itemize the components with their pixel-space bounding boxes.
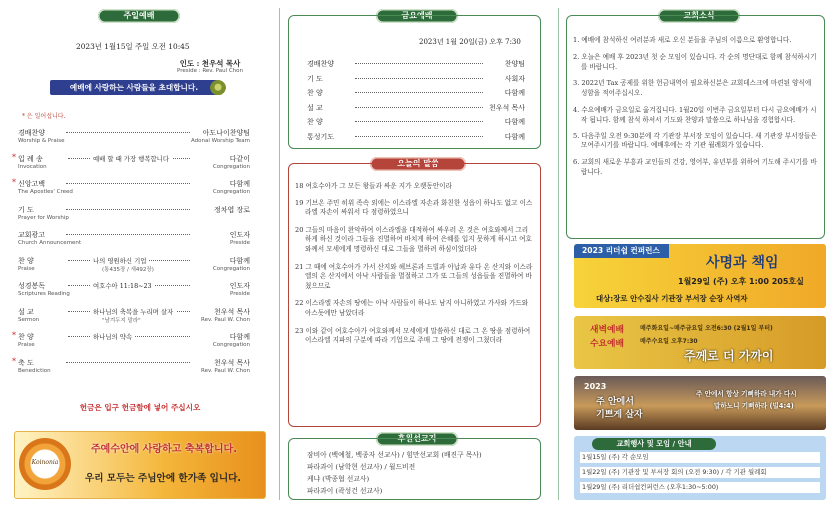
rejoice-main2: 기쁘게 살자 (596, 410, 643, 420)
order-item-title: 나의 영원하신 기업 (90, 256, 149, 265)
friday-worship-panel (288, 15, 541, 149)
events-header: 교회행사 및 모임 / 안내 (592, 438, 716, 450)
order-item-name-en: Prayer for Worship (18, 214, 69, 221)
dotted-leader (355, 121, 483, 122)
rejoice-verse2: 말하노니 기뻐하라 (빌4:4) (714, 402, 794, 410)
mission-item: 파라과이 (남학현 선교사) / 월드비전 (307, 463, 416, 471)
order-item-subtitle: "남겨두지 말라" (102, 317, 141, 324)
order-item-leader-en: Preside (229, 240, 250, 246)
order-item-leader-en: Adonai Worship Team (190, 138, 250, 144)
order-item-leader: 다함께 (229, 180, 250, 188)
order-item-subtitle: (통435장 / 새492장) (102, 266, 154, 273)
order-item-name: 입 례 송 (18, 154, 43, 163)
verse-item: 19 기브온 주민 히위 족속 외에는 이스라엘 자손과 화친한 성읍이 하나도 없고 이스라엘 자손이 싸워서 다 점령하였으니 (295, 198, 533, 217)
preacher: 인도 : 천우석 목사 (179, 59, 241, 68)
conference-title: 사명과 책임 (706, 255, 779, 271)
todays-word-panel (288, 163, 541, 427)
news-item: 1. 예배에 참석하신 여러분과 새로 오신 분들을 주님의 이름으로 환영합니다. (573, 36, 792, 44)
conference-top-label: 2023 리더쉽 컨퍼런스 (574, 244, 669, 258)
events-panel (574, 436, 826, 500)
order-item-leader-en: Preside (229, 291, 250, 297)
stand-star-icon: * (12, 331, 16, 340)
dotted-leader (66, 362, 190, 363)
koinonia-banner (14, 431, 266, 499)
dotted-leader (66, 183, 190, 184)
order-item-leader-en: Congregation (212, 163, 250, 170)
stand-star-icon: * (12, 152, 16, 162)
order-item-leader-en: Congregation (212, 189, 250, 195)
order-item-title: 예배 할 때 가장 행복합니다 (90, 154, 172, 163)
friday-item-leader: 사회자 (504, 74, 525, 83)
event-item: 1월29일 (주) 리더쉽컨퍼런스 (오후1:30~5:00) (580, 482, 820, 493)
flower-icon (210, 80, 226, 96)
order-item-leader-en: Rev. Paul W. Chon (201, 316, 250, 323)
rejoice-main1: 주 안에서 (596, 397, 634, 407)
conference-date: 1월29일 (주) 오후 1:00 205호실 (678, 277, 804, 286)
verse-item: 18 여호수아가 그 모든 왕들과 싸운 지가 오랫동안이라 (295, 182, 452, 190)
koinonia-line2: 우리 모두는 주님안에 한가족 입니다. (85, 473, 242, 484)
order-item-leader: 천우석 목사 (213, 358, 250, 367)
koinonia-line1: 주예수안에 사랑하고 축복합니다. (91, 444, 238, 455)
friday-worship-header: 금요예배 (376, 9, 458, 23)
dotted-leader (355, 107, 483, 108)
friday-item-name: 기 도 (307, 74, 323, 83)
friday-order-row (307, 74, 525, 84)
church-news-panel (566, 15, 825, 239)
mission-panel (288, 438, 541, 500)
friday-item-leader: 다함께 (504, 89, 525, 97)
dawn-label: 새벽예배 (590, 325, 624, 335)
friday-item-leader: 천우석 목사 (488, 103, 525, 112)
order-item-name-en: Sermon (18, 316, 40, 323)
friday-order-row (307, 103, 525, 113)
worship-order-row (18, 205, 250, 227)
mission-item: 잠비아 (백예철, 백종자 선교사) / 힘만선교회 (배진구 목사) (307, 451, 482, 459)
verse-item: 23 이와 같이 여호수아가 여호와께서 모세에게 말씀하신 대로 그 온 땅을 점령하여 이스라엘 지파의 구분에 따라 기업으로 주매 그 땅에 전쟁이 그쳤더라 (295, 326, 531, 345)
order-item-leader: 인도자 (229, 282, 250, 290)
dotted-leader (66, 234, 190, 235)
order-item-name-en: Scriptures Reading (18, 291, 70, 297)
friday-order-row (307, 88, 525, 98)
order-item-leader: 다함께 (229, 333, 250, 341)
order-item-name-en: Praise (18, 342, 35, 348)
dotted-leader (355, 136, 483, 137)
stand-star-icon: * (12, 178, 16, 187)
order-item-leader-en: Congregation (212, 265, 250, 272)
friday-order-list (307, 59, 525, 143)
worship-order-row (12, 178, 250, 201)
order-item-name: 신앙고백 (18, 180, 46, 188)
todays-word-header: 오늘의 말씀 (370, 157, 466, 171)
order-item-title: 하나님의 축복을 누리며 살자 (90, 307, 176, 316)
dotted-leader (355, 92, 483, 93)
mission-list (307, 449, 537, 497)
order-item-name: 기 도 (18, 205, 34, 214)
verse-list (295, 182, 533, 354)
koinonia-logo-text: Koinonia (31, 459, 59, 466)
church-news-header: 교회소식 (658, 9, 740, 23)
event-item: 1월22일 (주) 기관장 및 부서장 회의 (오전 9:30) / 각 기관 월례회 (580, 467, 820, 478)
sunday-date: 2023년 1월15일 주일 오전 10:45 (76, 42, 190, 51)
friday-item-leader: 다함께 (504, 118, 525, 126)
news-list (573, 36, 817, 185)
friday-order-row (307, 117, 525, 127)
order-item-name: 축 도 (18, 358, 34, 367)
order-item-name-en: Church Announcement (18, 240, 82, 246)
news-item: 4. 수요예배가 금요일로 옮겨집니다. 1월20일 이번주 금요일부터 다시 금요예배가 시작 됩니다. 함께 참석 하셔서 기도와 찬양과 말씀으로 하나님을 경험합시다. (573, 105, 817, 124)
dotted-leader (355, 78, 483, 79)
worship-order-row (18, 307, 250, 329)
offering-note: 헌금은 입구 헌금함에 넣어 주십시오 (79, 403, 201, 412)
order-item-leader: 인도자 (229, 231, 250, 239)
order-item-leader: 정차엽 장로 (213, 205, 250, 214)
order-item-leader: 천우석 목사 (213, 307, 250, 316)
order-item-name-en: The Apostles' Creed (18, 189, 73, 195)
closer-title: 주께로 더 가까이 (684, 349, 774, 363)
order-item-name-en: Praise (18, 265, 35, 272)
verse-item: 20 그들의 마음이 완악하여 이스라엘을 대적하여 싸우러 온 것은 여호와께서 그리하게 하신 것이라 그들을 진멸하여 바치게 하여 은혜를 입지 못하게 하시고 여호와께서 모세에게 명령하신 대로 그들을 멸하려 하심이었더라 (295, 225, 532, 253)
order-item-name: 찬 양 (18, 333, 34, 341)
friday-order-row (307, 59, 525, 69)
news-item: 6. 교회의 새로운 부흥과 교인들의 건강, 영어부, 유년부를 위하여 기도해 주시기를 바랍니다. (573, 158, 817, 176)
event-item: 1월15일 (주) 각 순모임 (580, 452, 820, 463)
worship-order-row (18, 230, 250, 252)
column-divider-right (558, 8, 559, 500)
worship-order-row (12, 356, 250, 380)
friday-order-row (307, 132, 525, 142)
mission-item: 케냐 (박종협 선교사) (307, 475, 370, 483)
order-item-leader-en: Congregation (212, 342, 250, 348)
worship-order-row (18, 281, 250, 303)
order-item-name: 경배찬양 (18, 129, 46, 137)
rejoice-year: 2023 (584, 382, 607, 391)
mission-item: 파라과이 (곽성건 선교사) (307, 487, 383, 495)
sunday-worship-header: 주일예배 (98, 9, 180, 23)
order-item-name: 교회광고 (18, 231, 46, 239)
leadership-conference-banner (574, 244, 826, 308)
news-item: 5. 다음주일 오전 9:30분에 각 기관장 부서장 모임이 있습니다. 새 기관장 부서장들은 모여주시기를 바랍니다. 예배후에는 각 기관 월례회가 있습니다. (573, 131, 817, 150)
order-item-name-en: Benediction (18, 367, 51, 374)
order-item-leader: 다함께 (229, 256, 250, 265)
order-item-name-en: Invocation (18, 163, 47, 170)
order-item-name-en: Worship & Praise (18, 138, 65, 144)
order-item-name: 성경봉독 (18, 282, 46, 290)
dawn-schedule: 매주화요일~매주금요일 오전6:30 (2월1일 부터) (640, 325, 773, 332)
rejoice-banner (574, 376, 826, 430)
worship-order-row (18, 256, 250, 278)
friday-item-name: 찬 양 (307, 89, 323, 97)
worship-order-row (18, 128, 250, 150)
worship-order-row (12, 152, 250, 176)
order-item-title: 하나님의 약속 (90, 332, 135, 341)
dotted-leader (66, 209, 190, 210)
welcome-banner: 예배에 사랑하는 사람들을 초대합니다. (50, 80, 218, 95)
friday-item-name: 찬 양 (307, 118, 323, 126)
order-item-leader: 아도나이찬양팀 (202, 129, 250, 137)
friday-item-name: 설 교 (307, 103, 323, 112)
column-divider-left (279, 8, 280, 500)
rejoice-verse1: 주 안에서 항상 기뻐하라 내가 다시 (696, 390, 797, 398)
dotted-leader (66, 132, 190, 133)
event-list (574, 452, 826, 500)
friday-item-name: 통성기도 (307, 132, 335, 141)
verse-item: 22 이스라엘 자손의 땅에는 아낙 사람들이 하나도 남지 아니하였고 가사와 가드와 아스돗에만 남았더라 (295, 299, 529, 317)
order-item-leader: 다같이 (229, 154, 250, 163)
verse-item: 21 그 때에 여호수아가 가서 산지와 헤브론과 드빌과 아납과 유다 온 산지와 이스라엘의 온 산지에서 아낙 사람들을 멸절하고 그가 또 그들의 성읍들을 진멸하여 바쳤으므로 (295, 262, 533, 290)
friday-date: 2023년 1월 20일(금) 오후 7:30 (419, 38, 521, 46)
order-item-name: 찬 양 (18, 256, 34, 265)
friday-item-leader: 다함께 (504, 132, 525, 141)
wed-label: 수요예배 (590, 339, 624, 349)
order-item-leader-en: Rev. Paul W. Chon (201, 367, 250, 374)
conference-target: 대상:장로 안수집사 기관장 부서장 순장 사역자 (596, 294, 748, 303)
stand-note: * 은 일어섭니다. (22, 113, 66, 120)
wed-schedule: 매주수요일 오후7:30 (640, 338, 698, 345)
stand-star-icon: * (12, 356, 16, 366)
mission-header: 후원선교지 (376, 432, 458, 446)
worship-order-list (12, 128, 250, 388)
order-item-name: 설 교 (18, 307, 34, 316)
friday-item-name: 경배찬양 (307, 60, 335, 68)
preacher-en: Preside : Rev. Paul Chon (176, 68, 244, 74)
news-item: 3. 2022년 Tax 공제를 위한 헌금내역이 필요하신분은 교회데스크에 마련된 양식에 성함을 적어주십시오. (573, 79, 812, 98)
order-item-title: 여호수아 11:18~23 (90, 281, 155, 290)
dawn-worship-banner (574, 316, 826, 369)
dotted-leader (355, 63, 483, 64)
news-item: 2. 오늘은 예배 후 2023년 첫 순 모임이 있습니다. 각 순의 명단대로 함께 참석하시기를 바랍니다. (573, 52, 817, 71)
friday-item-leader: 찬양팀 (504, 60, 525, 68)
worship-order-row (12, 331, 250, 354)
